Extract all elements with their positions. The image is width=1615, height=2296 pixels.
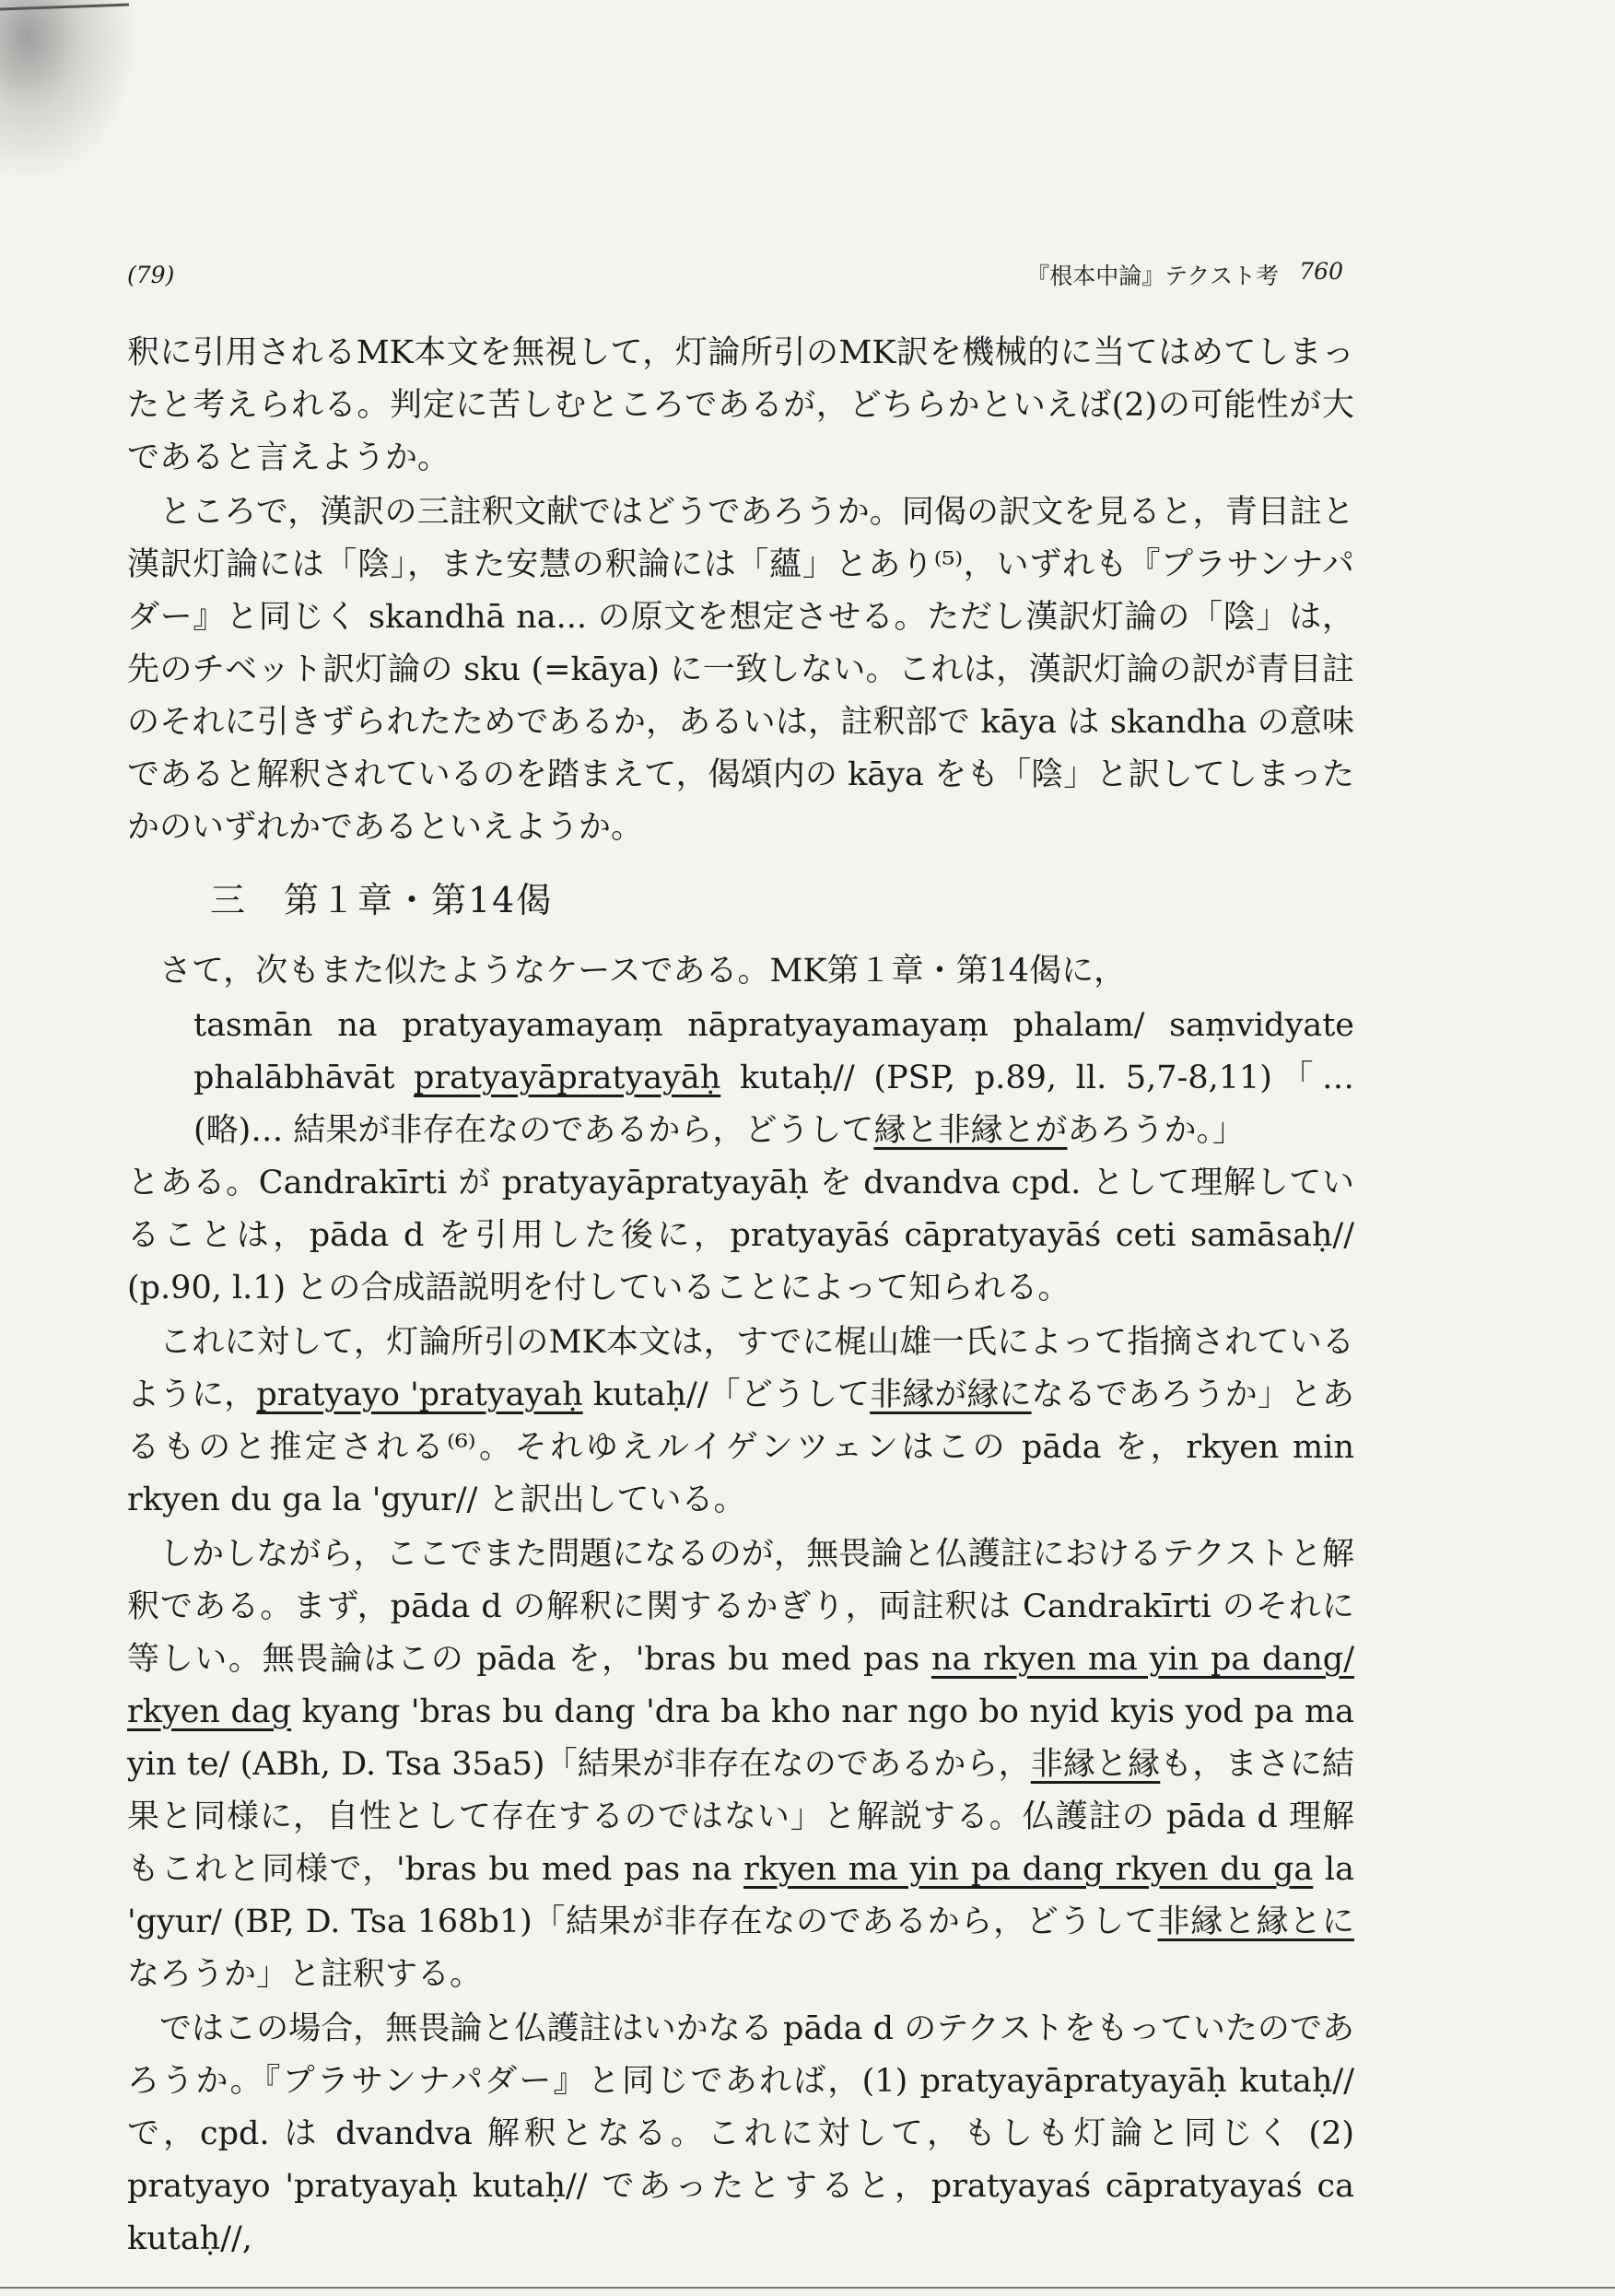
page-header bbox=[127, 258, 1343, 295]
page-body bbox=[127, 327, 1354, 2267]
quote-text: kutaḥ// (PSP, p.89, ll. 5,7-8,11)「…(略)… 結果が非存在なのであるから，どうして bbox=[193, 1060, 1354, 1149]
text-run: も，まさに結果と同様に，自性として存在するのではない」と解説する。仏護註の pāda d 理解もこれと同様で，'bras bu med pas na bbox=[127, 1746, 1354, 1888]
running-title: 『根本中論』テクスト考 bbox=[1026, 263, 1279, 289]
quote-underlined: 縁と非縁とが bbox=[873, 1112, 1068, 1149]
underlined-text: pratyayo 'pratyayaḥ bbox=[256, 1376, 583, 1413]
underlined-text: 非縁と縁とに bbox=[1157, 1904, 1354, 1940]
text-run: しかしながら，ここでまた問題になるのが，無畏論と仏護註におけるテクストと解釈である。まず，pāda d の解釈に関するかぎり，両註釈は Candrakīrti のそれに等しい。無畏論はこの pāda を，'bras bu med pas bbox=[127, 1536, 1354, 1678]
underlined-text: na rkyen ma yin pa dang/ rkyen dag bbox=[127, 1641, 1354, 1730]
paragraph-5 bbox=[127, 1317, 1354, 1527]
text-run: これに対して，灯論所引のMK本文は，すでに梶山雄一氏によって指摘されているように， bbox=[127, 1324, 1354, 1413]
paragraph-1: 釈に引用されるMK本文を無視して，灯論所引のMK訳を機械的に当てはめてしまったと考えられる。判定に苦しむところであるが，どちらかといえば(2)の可能性が大であると言えようか。 bbox=[127, 334, 1354, 476]
scan-edge-line-bottom bbox=[0, 2287, 1615, 2289]
paragraph-7: ではこの場合，無畏論と仏護註はいかなる pāda d のテクストをもっていたのであろうか。『プラサンナパダー』と同じであれば，(1) pratyayāpratyayāḥ kutaḥ// で，cpd. は dvandva 解釈となる。これに対して，もしも灯論と同じく (2) pratyayo 'pratyayaḥ kutaḥ// であったとすると，pratyayaś cāpratyayaś ca kutaḥ//, bbox=[127, 2010, 1354, 2257]
text-run: なろうか」と註釈する。 bbox=[127, 1956, 483, 1993]
text-run: kyang 'bras bu dang 'dra ba kho nar ngo bo nyid kyis yod pa ma yin te/ (ABh, D. Tsa 35a5)「結果が非存在なのであるから， bbox=[127, 1693, 1354, 1783]
text-run: kutaḥ//「どうして bbox=[582, 1376, 871, 1413]
scan-artifact bbox=[0, 0, 138, 184]
text-run: la 'gyur/ (BP, D. Tsa 168b1)「結果が非存在なのであるから，どうして bbox=[127, 1851, 1354, 1940]
quote-text: tasmān na pratyayamayaṃ nāpratyayamayaṃ phalam/ saṃvidyate phalābhāvāt bbox=[193, 1007, 1354, 1096]
paragraph-6 bbox=[127, 1529, 1354, 2001]
paragraph-4: とある。Candrakīrti が pratyayāpratyayāḥ を dvandva cpd. として理解していることは，pāda d を引用した後に，pratyayāś cāpratyayāś ceti samāsaḥ// (p.90, l.1) との合成語説明を付していることによって知られる。 bbox=[127, 1165, 1354, 1306]
section-heading: 三 第１章・第14偈 bbox=[210, 880, 554, 920]
page-number-left: (79) bbox=[127, 262, 175, 288]
quote-underlined: pratyayāpratyayāḥ bbox=[414, 1060, 721, 1096]
block-quote bbox=[193, 1000, 1354, 1157]
paragraph-2: ところで，漢訳の三註釈文献ではどうであろうか。同偈の訳文を見ると，青目註と漢訳灯論には「陰」，また安慧の釈論には「蘊」とあり⁽⁵⁾，いずれも『プラサンナパダー』と同じく skandhā na... の原文を想定させる。ただし漢訳灯論の「陰」は，先のチベット訳灯論の sku (=kāya) に一致しない。これは，漢訳灯論の訳が青目註のそれに引きずられたためであるか，あるいは，註釈部で kāya は skandha の意味であると解釈されているのを踏まえて，偈頌内の kāya をも「陰」と訳してしまったかのいずれかであるといえようか。 bbox=[127, 494, 1354, 846]
page-number-right: 760 bbox=[1299, 258, 1343, 285]
underlined-text: 非縁と縁 bbox=[1030, 1746, 1161, 1783]
text-run: なるであろうか」とあるものと推定される⁽⁶⁾。それゆえルイゲンツェンはこの pāda を，rkyen min rkyen du ga la 'gyur// と訳出している。 bbox=[127, 1376, 1354, 1518]
quote-text: あろうか。」 bbox=[1067, 1112, 1245, 1149]
underlined-text: rkyen ma yin pa dang rkyen du ga bbox=[743, 1851, 1314, 1888]
underlined-text: 非縁が縁に bbox=[870, 1376, 1032, 1413]
paragraph-3: さて，次もまた似たようなケースである。MK第１章・第14偈に， bbox=[159, 953, 1127, 990]
